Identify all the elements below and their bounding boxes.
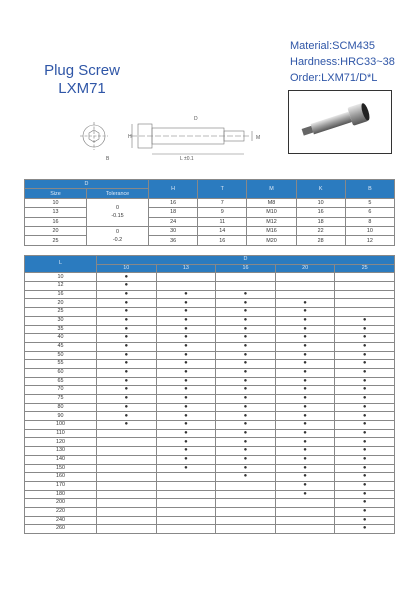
available-dot: ● (275, 455, 335, 464)
table-row (25, 499, 395, 508)
available-dot: ● (335, 377, 395, 386)
empty-cell (275, 516, 335, 525)
available-dot: ● (97, 412, 157, 421)
table-row (25, 447, 395, 456)
diameter-header: 13 (156, 264, 216, 273)
available-dot: ● (335, 438, 395, 447)
header-t: T (198, 180, 247, 199)
length-cell: 100 (25, 421, 97, 430)
tolerance-cell (87, 198, 149, 226)
tolerance-value: 0 -0.15 (111, 205, 124, 220)
available-dot: ● (216, 386, 276, 395)
available-dot: ● (335, 342, 395, 351)
cell: 10 (296, 198, 345, 207)
available-dot: ● (275, 447, 335, 456)
available-dot: ● (156, 290, 216, 299)
b-dim-label: B (106, 156, 110, 162)
available-dot: ● (97, 360, 157, 369)
length-cell: 90 (25, 412, 97, 421)
available-dot: ● (97, 395, 157, 404)
cell: M8 (247, 198, 296, 207)
table-row (25, 473, 395, 482)
cell: 8 (345, 217, 394, 226)
cell: 9 (198, 208, 247, 217)
available-dot: ● (335, 360, 395, 369)
empty-cell (156, 481, 216, 490)
available-dot: ● (97, 325, 157, 334)
length-cell: 140 (25, 455, 97, 464)
available-dot: ● (216, 290, 276, 299)
empty-cell (97, 473, 157, 482)
available-dot: ● (216, 438, 276, 447)
d-header: D (97, 256, 395, 265)
available-dot: ● (97, 368, 157, 377)
available-dot: ● (335, 473, 395, 482)
available-dot: ● (156, 429, 216, 438)
empty-cell (216, 516, 276, 525)
tolerance-cell (87, 226, 149, 245)
table-row (25, 236, 395, 245)
header-b: B (345, 180, 394, 199)
available-dot: ● (156, 360, 216, 369)
table-row (25, 438, 395, 447)
available-dot: ● (97, 386, 157, 395)
cell: 10 (345, 226, 394, 235)
empty-cell (216, 490, 276, 499)
table-row (25, 525, 395, 534)
length-cell: 10 (25, 273, 97, 282)
available-dot: ● (156, 299, 216, 308)
empty-cell (216, 499, 276, 508)
available-dot: ● (335, 421, 395, 430)
available-dot: ● (335, 325, 395, 334)
header-h: H (149, 180, 198, 199)
cell: 36 (149, 236, 198, 245)
available-dot: ● (156, 447, 216, 456)
available-dot: ● (335, 429, 395, 438)
plug-screw-photo-icon (289, 91, 390, 152)
availability-table (24, 255, 395, 534)
available-dot: ● (216, 342, 276, 351)
available-dot: ● (156, 351, 216, 360)
empty-cell (97, 516, 157, 525)
available-dot: ● (97, 282, 157, 291)
table-row (25, 377, 395, 386)
table-row (25, 273, 395, 282)
available-dot: ● (216, 403, 276, 412)
screw-drawing-icon (76, 108, 276, 172)
available-dot: ● (275, 473, 335, 482)
length-cell: 160 (25, 473, 97, 482)
empty-cell (275, 282, 335, 291)
length-cell: 20 (25, 299, 97, 308)
table-row (25, 308, 395, 317)
diameter-header: 20 (275, 264, 335, 273)
empty-cell (335, 282, 395, 291)
length-cell: 240 (25, 516, 97, 525)
available-dot: ● (156, 403, 216, 412)
available-dot: ● (275, 316, 335, 325)
table-row (25, 403, 395, 412)
empty-cell (97, 438, 157, 447)
empty-cell (216, 481, 276, 490)
technical-drawing (76, 108, 276, 177)
table-row (25, 386, 395, 395)
available-dot: ● (275, 464, 335, 473)
available-dot: ● (335, 481, 395, 490)
spec-table (24, 179, 395, 246)
empty-cell (156, 499, 216, 508)
table-row (25, 421, 395, 430)
available-dot: ● (275, 368, 335, 377)
empty-cell (335, 308, 395, 317)
empty-cell (156, 282, 216, 291)
table-row (25, 198, 395, 207)
table-row (25, 429, 395, 438)
table-row (25, 360, 395, 369)
available-dot: ● (216, 368, 276, 377)
empty-cell (156, 507, 216, 516)
table-row (25, 282, 395, 291)
available-dot: ● (275, 438, 335, 447)
available-dot: ● (335, 316, 395, 325)
empty-cell (216, 273, 276, 282)
available-dot: ● (275, 299, 335, 308)
h-dim-label: H (128, 134, 132, 140)
cell: 7 (198, 198, 247, 207)
table-row (25, 334, 395, 343)
length-cell: 40 (25, 334, 97, 343)
length-cell: 180 (25, 490, 97, 499)
available-dot: ● (335, 516, 395, 525)
available-dot: ● (216, 473, 276, 482)
available-dot: ● (97, 403, 157, 412)
diameter-header: 25 (335, 264, 395, 273)
available-dot: ● (216, 316, 276, 325)
empty-cell (97, 447, 157, 456)
empty-cell (216, 507, 276, 516)
available-dot: ● (156, 412, 216, 421)
available-dot: ● (216, 308, 276, 317)
cell: M10 (247, 208, 296, 217)
available-dot: ● (335, 455, 395, 464)
cell: 28 (296, 236, 345, 245)
cell: 16 (25, 217, 87, 226)
table-row (25, 316, 395, 325)
available-dot: ● (156, 421, 216, 430)
m-dim-label: M (256, 135, 261, 141)
empty-cell (156, 516, 216, 525)
product-code: LXM71 (58, 80, 106, 97)
length-cell: 60 (25, 368, 97, 377)
available-dot: ● (335, 395, 395, 404)
empty-cell (335, 273, 395, 282)
diameter-header: 10 (97, 264, 157, 273)
available-dot: ● (156, 342, 216, 351)
table-row (25, 490, 395, 499)
empty-cell (275, 499, 335, 508)
material-text: Material:SCM435 (290, 40, 375, 52)
table-row (25, 208, 395, 217)
table-row (25, 342, 395, 351)
available-dot: ● (97, 377, 157, 386)
empty-cell (97, 429, 157, 438)
length-cell: 12 (25, 282, 97, 291)
cell: M16 (247, 226, 296, 235)
product-photo (288, 90, 392, 154)
available-dot: ● (335, 490, 395, 499)
empty-cell (216, 525, 276, 534)
table-row (25, 325, 395, 334)
length-cell: 30 (25, 316, 97, 325)
available-dot: ● (156, 308, 216, 317)
cell: 5 (345, 198, 394, 207)
empty-cell (97, 499, 157, 508)
empty-cell (156, 490, 216, 499)
empty-cell (97, 525, 157, 534)
table-row (25, 455, 395, 464)
available-dot: ● (335, 464, 395, 473)
available-dot: ● (97, 308, 157, 317)
table-row (25, 351, 395, 360)
tolerance-value: 0 -0.2 (112, 228, 123, 243)
available-dot: ● (216, 412, 276, 421)
cell: 22 (296, 226, 345, 235)
cell: 10 (25, 198, 87, 207)
diameter-header: 16 (216, 264, 276, 273)
empty-cell (156, 525, 216, 534)
empty-cell (275, 525, 335, 534)
cell: M20 (247, 236, 296, 245)
table-row (25, 507, 395, 516)
cell: 18 (296, 217, 345, 226)
table-row (25, 217, 395, 226)
available-dot: ● (156, 334, 216, 343)
available-dot: ● (97, 316, 157, 325)
empty-cell (97, 490, 157, 499)
empty-cell (97, 464, 157, 473)
available-dot: ● (275, 334, 335, 343)
available-dot: ● (216, 421, 276, 430)
cell: 30 (149, 226, 198, 235)
available-dot: ● (97, 273, 157, 282)
length-cell: 120 (25, 438, 97, 447)
available-dot: ● (97, 421, 157, 430)
length-cell: 45 (25, 342, 97, 351)
available-dot: ● (97, 351, 157, 360)
empty-cell (156, 473, 216, 482)
available-dot: ● (275, 481, 335, 490)
available-dot: ● (216, 455, 276, 464)
available-dot: ● (97, 342, 157, 351)
table-row (25, 290, 395, 299)
length-cell: 16 (25, 290, 97, 299)
cell: 18 (149, 208, 198, 217)
available-dot: ● (216, 325, 276, 334)
cell: M12 (247, 217, 296, 226)
length-cell: 65 (25, 377, 97, 386)
available-dot: ● (275, 386, 335, 395)
available-dot: ● (156, 464, 216, 473)
length-cell: 70 (25, 386, 97, 395)
empty-cell (156, 273, 216, 282)
available-dot: ● (216, 447, 276, 456)
cell: 20 (25, 226, 87, 235)
cell: 6 (345, 208, 394, 217)
length-cell: 35 (25, 325, 97, 334)
cell: 25 (25, 236, 87, 245)
length-cell: 220 (25, 507, 97, 516)
available-dot: ● (216, 395, 276, 404)
cell: 16 (296, 208, 345, 217)
table-row (25, 516, 395, 525)
available-dot: ● (275, 490, 335, 499)
length-cell: 25 (25, 308, 97, 317)
table-row (25, 395, 395, 404)
available-dot: ● (156, 368, 216, 377)
cell: 12 (345, 236, 394, 245)
length-dim-label: L ±0.1 (180, 156, 194, 162)
empty-cell (335, 290, 395, 299)
length-cell: 130 (25, 447, 97, 456)
order-text: Order:LXM71/D*L (290, 72, 378, 84)
d-group-header: D (25, 180, 149, 189)
cell: 14 (198, 226, 247, 235)
table-row (25, 368, 395, 377)
available-dot: ● (97, 299, 157, 308)
length-cell: 150 (25, 464, 97, 473)
available-dot: ● (335, 447, 395, 456)
availability-rows (25, 273, 395, 534)
available-dot: ● (156, 386, 216, 395)
empty-cell (97, 455, 157, 464)
length-cell: 200 (25, 499, 97, 508)
empty-cell (216, 282, 276, 291)
available-dot: ● (275, 325, 335, 334)
cell: 16 (149, 198, 198, 207)
available-dot: ● (335, 507, 395, 516)
available-dot: ● (275, 395, 335, 404)
length-cell: 110 (25, 429, 97, 438)
available-dot: ● (275, 429, 335, 438)
available-dot: ● (216, 334, 276, 343)
available-dot: ● (335, 499, 395, 508)
available-dot: ● (216, 299, 276, 308)
empty-cell (275, 290, 335, 299)
header-k: K (296, 180, 345, 199)
available-dot: ● (335, 386, 395, 395)
length-cell: 55 (25, 360, 97, 369)
available-dot: ● (335, 403, 395, 412)
cell: 16 (198, 236, 247, 245)
length-cell: 260 (25, 525, 97, 534)
empty-cell (275, 507, 335, 516)
cell: 13 (25, 208, 87, 217)
available-dot: ● (335, 412, 395, 421)
table-row (25, 226, 395, 235)
length-cell: 80 (25, 403, 97, 412)
available-dot: ● (216, 464, 276, 473)
length-cell: 50 (25, 351, 97, 360)
length-cell: 75 (25, 395, 97, 404)
available-dot: ● (156, 377, 216, 386)
empty-cell (97, 481, 157, 490)
header-tolerance: Tolerance (87, 189, 149, 198)
available-dot: ● (216, 351, 276, 360)
available-dot: ● (335, 368, 395, 377)
table-row (25, 464, 395, 473)
available-dot: ● (275, 342, 335, 351)
table-row (25, 299, 395, 308)
empty-cell (275, 273, 335, 282)
available-dot: ● (156, 438, 216, 447)
available-dot: ● (216, 429, 276, 438)
available-dot: ● (216, 360, 276, 369)
available-dot: ● (156, 316, 216, 325)
available-dot: ● (275, 403, 335, 412)
available-dot: ● (216, 377, 276, 386)
available-dot: ● (156, 325, 216, 334)
table-row (25, 481, 395, 490)
d-dim-label: D (194, 116, 198, 122)
available-dot: ● (275, 360, 335, 369)
cell: 11 (198, 217, 247, 226)
header-m: M (247, 180, 296, 199)
available-dot: ● (97, 290, 157, 299)
available-dot: ● (335, 351, 395, 360)
hardness-text: Hardness:HRC33~38 (290, 56, 395, 68)
table-row (25, 412, 395, 421)
available-dot: ● (275, 377, 335, 386)
available-dot: ● (275, 421, 335, 430)
empty-cell (97, 507, 157, 516)
header-size: Size (25, 189, 87, 198)
available-dot: ● (156, 395, 216, 404)
l-header: L (25, 256, 97, 273)
product-name: Plug Screw (44, 62, 120, 79)
available-dot: ● (335, 525, 395, 534)
available-dot: ● (156, 455, 216, 464)
cell: 24 (149, 217, 198, 226)
length-cell: 170 (25, 481, 97, 490)
empty-cell (335, 299, 395, 308)
available-dot: ● (275, 308, 335, 317)
available-dot: ● (275, 412, 335, 421)
available-dot: ● (275, 351, 335, 360)
available-dot: ● (97, 334, 157, 343)
available-dot: ● (335, 334, 395, 343)
